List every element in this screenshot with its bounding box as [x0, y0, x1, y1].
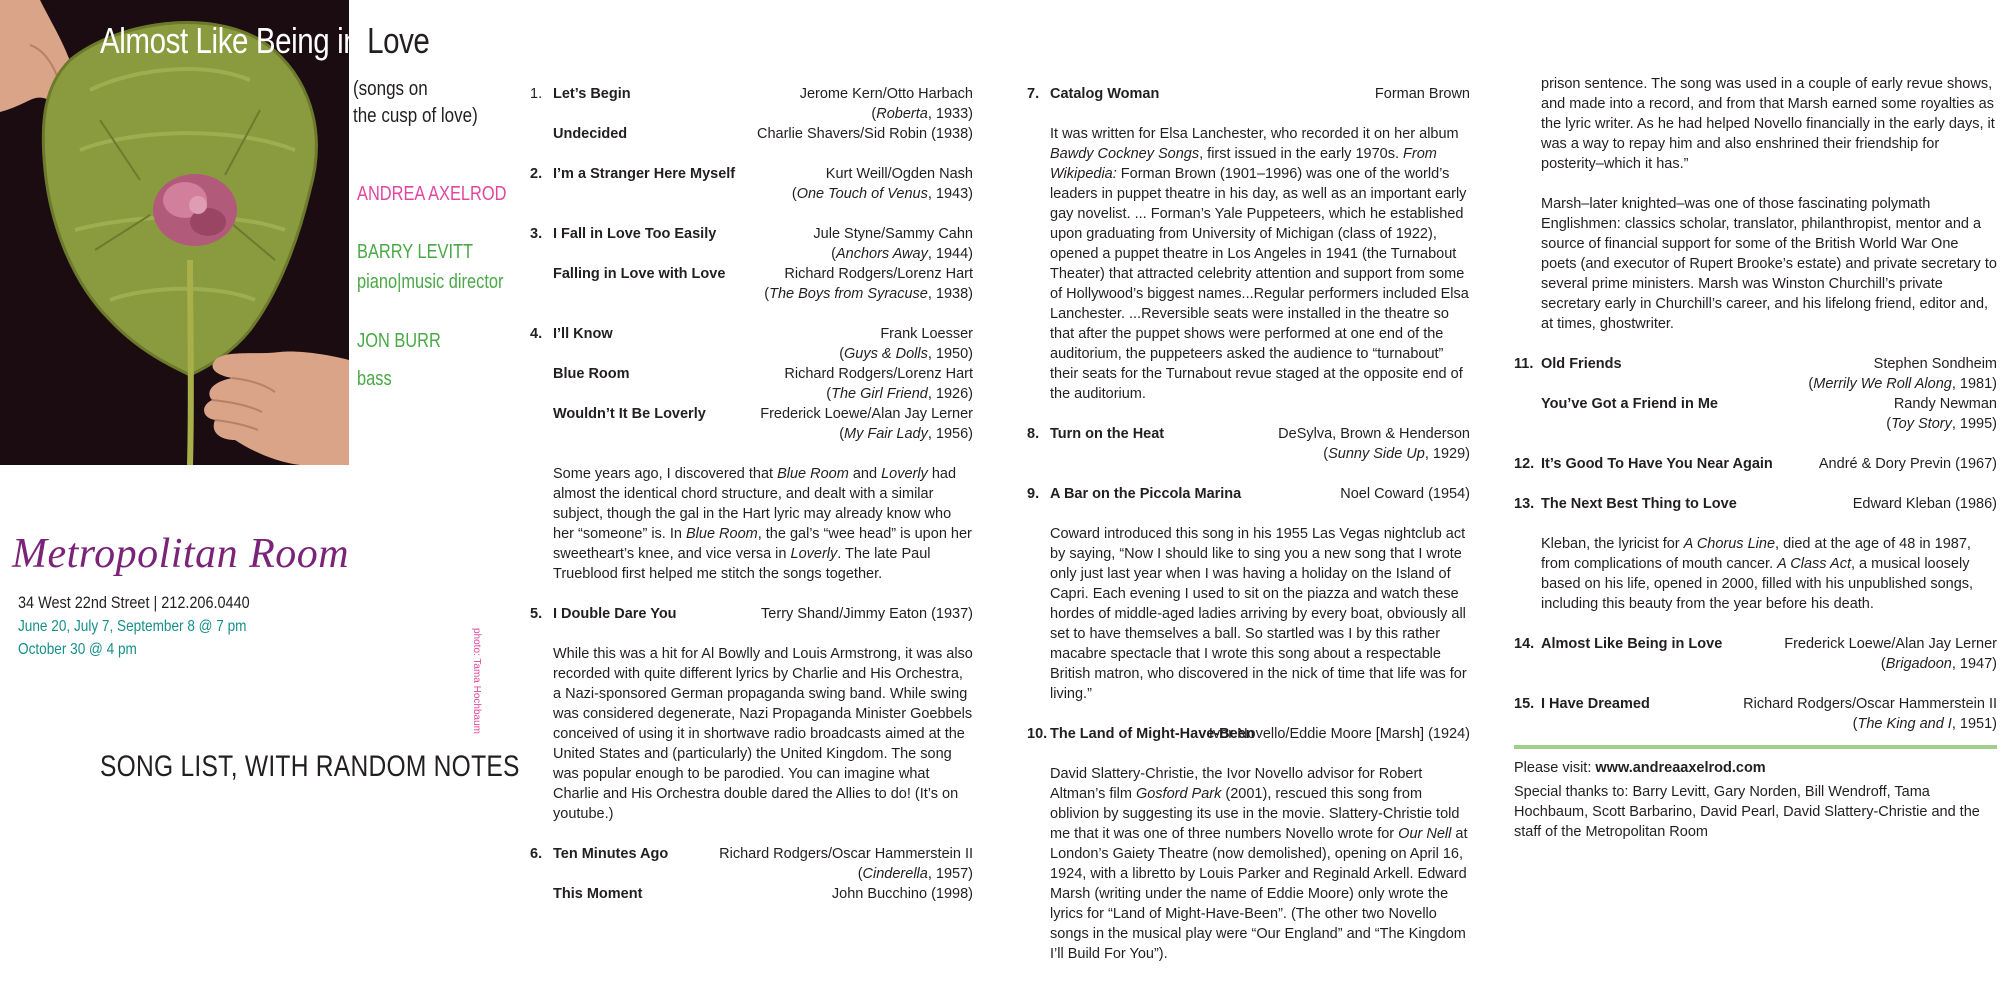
song-show: Toy Story	[1891, 416, 1952, 432]
song-number: 5.	[530, 606, 543, 622]
photo-credit: photo: Tama Hochbaum	[471, 628, 482, 734]
show-title	[100, 20, 429, 62]
song-credit: Richard Rodgers/Lorenz Hart (The Boys from Syracuse, 1938)	[764, 266, 973, 302]
song-year: , 1957)	[927, 866, 973, 882]
song-note-5: While this was a hit for Al Bowlly and Louis Armstrong, it was also recorded with quite different lyrics by Charlie and His Orchestra, a Nazi-sponsored German propaganda swing band. While swing was considered degenerate, Nazi Propaganda Minister Goebbels conceived of using it in shortwave radio broadcasts aimed at the United States and (particularly) the United Kingdom. The song was popular enough to be parodied. You can imagine what Charlie and His Orchestra double dared the Allies to do! (It’s on youtube.)	[553, 646, 973, 822]
song-entry-15	[1514, 694, 1997, 734]
song-show: The Boys from Syracuse	[769, 286, 928, 302]
venue-name: Metropolitan Room	[12, 531, 350, 577]
show-subtitle	[353, 76, 478, 130]
song-credit: Charlie Shavers/Sid Robin (1938)	[757, 126, 973, 142]
leaf-flower-hands-image	[0, 0, 349, 465]
song-credit: Richard Rodgers/Oscar Hammerstein II (The King and I, 1951)	[1743, 696, 1997, 732]
song-writers: Frederick Loewe/Alan Jay Lerner	[760, 406, 973, 422]
song-writers: Richard Rodgers/Oscar Hammerstein II	[1743, 696, 1997, 712]
song-show: Sunny Side Up	[1328, 446, 1425, 462]
song-entry-11	[1514, 354, 1997, 394]
song-column-2	[1027, 84, 1470, 964]
song-number: 9.	[1027, 486, 1040, 502]
song-show: The King and I	[1857, 716, 1952, 732]
song-note-13: Kleban, the lyricist for A Chorus Line, died at the age of 48 in 1987, from complications of mouth cancer. A Class Act, a musical loosely based on his life, opened in 2000, filled with his unpublished songs, including this beauty from the year before his death.	[1541, 536, 1974, 612]
song-title: I Double Dare You	[553, 606, 677, 622]
song-year: , 1951)	[1951, 716, 1997, 732]
performer-jon-burr-role: bass	[357, 368, 392, 390]
song-credit: Jule Styne/Sammy Cahn (Anchors Away, 1944)	[813, 226, 973, 262]
song-year: , 1943)	[927, 186, 973, 202]
song-year: , 1947)	[1951, 656, 1997, 672]
song-title: You’ve Got a Friend in Me	[1541, 396, 1718, 412]
song-column-3	[1514, 74, 1997, 734]
song-show: Guys & Dolls	[844, 346, 928, 362]
song-title: Ten Minutes Ago	[553, 846, 669, 862]
song-number: 2.	[530, 166, 543, 182]
song-number: 13.	[1514, 496, 1535, 512]
song-entry-4c	[530, 404, 973, 444]
song-writers: Stephen Sondheim	[1873, 356, 1997, 372]
footer	[1514, 758, 1997, 842]
song-show: Roberta	[876, 106, 928, 122]
performer-barry-levitt-role: piano|music director	[357, 271, 504, 293]
performer-jon-burr: JON BURR	[357, 330, 441, 352]
show-title-light: Almost Like Being in	[100, 20, 360, 61]
song-credit: Richard Rodgers/Lorenz Hart (The Girl Friend, 1926)	[784, 366, 973, 402]
song-column-1	[530, 84, 973, 904]
song-title: Turn on the Heat	[1050, 426, 1165, 442]
song-entry-1	[530, 84, 973, 124]
song-note-4: Some years ago, I discovered that Blue Room and Loverly had almost the identical chord structure, and dealt with a similar subject, though the gal in the Hart lyric may already know who her “someone” is. In Blue Room, the gal’s “wee head” is upon her sweetheart’s knee, and vice versa in Loverly. The late Paul Trueblood first helped me stitch the songs together.	[553, 466, 972, 582]
song-number: 12.	[1514, 456, 1535, 472]
show-title-dark: Love	[367, 20, 430, 61]
song-entry-3	[530, 224, 973, 264]
song-note-9: Coward introduced this song in his 1955 Las Vegas nightclub act by saying, “Now I should like to sing you a new song that I wrote only just last year when I was having a holiday on the Island of Capri. Each evening I used to sit on the piazza and watch these hordes of middle-aged ladies arriving by every boat, obviously all set to have themselves a ball. So startled was I by this rather macabre spectacle that I wrote this song about a respectable British matron, who discovered in the nick of time that life was for living.”	[1050, 526, 1467, 702]
song-show: Merrily We Roll Along	[1813, 376, 1952, 392]
song-number: 3.	[530, 226, 543, 242]
song-number: 10.	[1027, 726, 1048, 742]
song-credit: Frank Loesser (Guys & Dolls, 1950)	[839, 326, 973, 362]
song-writers: Richard Rodgers/Lorenz Hart	[784, 266, 973, 282]
song-entry-9	[1027, 484, 1470, 504]
subtitle-line-2: the cusp of love)	[353, 105, 478, 127]
song-credit: DeSylva, Brown & Henderson (Sunny Side Up, 1929)	[1278, 426, 1470, 462]
song-entry-1b	[530, 124, 973, 144]
song-writers: Frank Loesser	[880, 326, 973, 342]
song-show: Anchors Away	[835, 246, 928, 262]
song-writers: Richard Rodgers/Oscar Hammerstein II	[719, 846, 973, 862]
website-link[interactable]: www.andreaaxelrod.com	[1595, 760, 1766, 776]
song-year: , 1933)	[927, 106, 973, 122]
song-number: 6.	[530, 846, 543, 862]
song-title: I’ll Know	[553, 326, 613, 342]
song-entry-13	[1514, 494, 1997, 514]
song-year: , 1950)	[927, 346, 973, 362]
song-title: Let’s Begin	[553, 86, 631, 102]
footer-divider	[1514, 745, 1997, 749]
song-title: Undecided	[553, 126, 628, 142]
song-writers: Frederick Loewe/Alan Jay Lerner	[1784, 636, 1997, 652]
song-entry-11b	[1514, 394, 1997, 434]
song-credit: Edward Kleban (1986)	[1852, 496, 1997, 512]
song-title: The Next Best Thing to Love	[1541, 496, 1737, 512]
song-credit: Forman Brown	[1374, 86, 1470, 102]
song-credit: Stephen Sondheim (Merrily We Roll Along, 1981)	[1808, 356, 1997, 392]
song-title: Old Friends	[1541, 356, 1622, 372]
song-credit: Randy Newman (Toy Story, 1995)	[1886, 396, 1997, 432]
song-number: 11.	[1514, 356, 1534, 372]
song-entry-2	[530, 164, 973, 204]
song-note-10: David Slattery-Christie, the Ivor Novello advisor for Robert Altman’s film Gosford Park (2001), rescued this song from oblivion by suggesting its use in the movie. Slattery-Christie told me that it was one of three numbers Novello wrote for Our Nell at London’s Gaiety Theatre (now demolished), opening on April 16, 1924, with a libretto by Louis Parker and Reginald Arkell. Edward Marsh (writing under the name of Eddie Moore) only wrote the lyrics for “Land of Might-Have-Been”. (The other two Novello songs in the musical play were “Our England” and “The Kingdom I’ll Build For You”).	[1050, 766, 1468, 962]
song-title: Blue Room	[553, 366, 630, 382]
song-writers: Kurt Weill/Ogden Nash	[825, 166, 973, 182]
song-number: 4.	[530, 326, 543, 342]
cover-photo	[0, 0, 349, 465]
song-entry-14	[1514, 634, 1997, 674]
song-year: , 1995)	[1951, 416, 1997, 432]
song-year: , 1956)	[927, 426, 973, 442]
song-year: , 1929)	[1424, 446, 1470, 462]
song-credit: Kurt Weill/Ogden Nash (One Touch of Venus, 1943)	[791, 166, 973, 202]
song-writers: Richard Rodgers/Lorenz Hart	[784, 366, 973, 382]
performer-barry-levitt: BARRY LEVITT	[357, 241, 474, 263]
song-note-10-continued: prison sentence. The song was used in a couple of early revue shows, and made into a record, and from that Marsh earned some royalties as the lyric writer. As he had helped Novello financially in the early days, it was a way to repay him and also enshrined their friendship for posterity–which it has.”	[1541, 76, 1995, 172]
song-show: Cinderella	[862, 866, 928, 882]
song-title: Almost Like Being in Love	[1541, 636, 1723, 652]
songlist-heading: SONG LIST, WITH RANDOM NOTES	[100, 750, 520, 783]
song-number: 8.	[1027, 426, 1040, 442]
song-entry-3b	[530, 264, 973, 304]
song-writers: DeSylva, Brown & Henderson	[1278, 426, 1470, 442]
song-credit: Frederick Loewe/Alan Jay Lerner (Brigadoon, 1947)	[1784, 636, 1997, 672]
subtitle-line-1: (songs on	[353, 78, 428, 100]
song-title: The Land of Might-Have-Been	[1050, 726, 1255, 742]
song-show: The Girl Friend	[831, 386, 928, 402]
song-number: 1.	[530, 86, 543, 102]
song-number: 14.	[1514, 636, 1535, 652]
performer-andrea-axelrod: ANDREA AXELROD	[357, 183, 507, 205]
song-title: Falling in Love with Love	[553, 266, 726, 282]
song-year: , 1944)	[927, 246, 973, 262]
venue-address: 34 West 22nd Street | 212.206.0440	[18, 593, 250, 612]
song-entry-6	[530, 844, 973, 884]
special-thanks: Special thanks to: Barry Levitt, Gary Norden, Bill Wendroff, Tama Hochbaum, Scott Barbarino, David Pearl, David Slattery-Christie and the staff of the Metropolitan Room	[1514, 784, 1980, 840]
song-entry-8	[1027, 424, 1470, 464]
song-credit: John Bucchino (1998)	[831, 886, 973, 902]
song-credit: Ivor Novello/Eddie Moore [Marsh] (1924)	[1208, 726, 1470, 742]
song-note-7: It was written for Elsa Lanchester, who recorded it on her album Bawdy Cockney Songs, first issued in the early 1970s. From Wikipedia: Forman Brown (1901–1996) was one of the world’s leaders in puppet theatre in his day, as well as an important early gay novelist. ... Forman’s Yale Puppeteers, which he established upon graduating from University of Michigan (class of 1922), opened a puppet theatre in Los Angeles in 1941 (the Turnabout Theater) that attracted celebrity attention and support from some of Hollywood’s biggest names...Regular performers included Elsa Lanchester. ...Reversible seats were installed in the theatre so that after the puppet shows were performed at one end of the auditorium, the puppeteers asked the audience to “turnabout” their seats for the Turnabout revue staged at the opposite end of the auditorium.	[1050, 126, 1469, 402]
song-title: A Bar on the Piccola Marina	[1050, 486, 1242, 502]
song-year: , 1926)	[927, 386, 973, 402]
song-title: Catalog Woman	[1050, 86, 1160, 102]
song-credit: Jerome Kern/Otto Harbach (Roberta, 1933)	[799, 86, 973, 122]
song-writers: Jerome Kern/Otto Harbach	[799, 86, 973, 102]
visit-line	[1514, 758, 1997, 778]
song-show: One Touch of Venus	[796, 186, 928, 202]
song-credit: Richard Rodgers/Oscar Hammerstein II (Cinderella, 1957)	[719, 846, 973, 882]
song-entry-12	[1514, 454, 1997, 474]
visit-label: Please visit:	[1514, 760, 1596, 776]
song-note-10-marsh: Marsh–later knighted–was one of those fascinating polymath Englishmen: classics scholar, translator, philanthropist, mentor and a source of financial support for some of the British World War One poets (and executor of Rupert Brooke’s estate) and private secretary to several prime ministers. Marsh was Winston Churchill’s private secretary early in Churchill’s career, and his lifelong friend, editor and, at times, ghostwriter.	[1541, 196, 1997, 332]
song-title: I Fall in Love Too Easily	[553, 226, 717, 242]
song-year: , 1938)	[927, 286, 973, 302]
song-entry-7	[1027, 84, 1470, 104]
song-entry-10	[1027, 724, 1470, 744]
song-year: , 1981)	[1951, 376, 1997, 392]
song-title: I’m a Stranger Here Myself	[553, 166, 736, 182]
song-writers: Jule Styne/Sammy Cahn	[813, 226, 973, 242]
song-number: 15.	[1514, 696, 1535, 712]
venue-dates-line-2: October 30 @ 4 pm	[18, 641, 137, 658]
song-title: I Have Dreamed	[1541, 696, 1650, 712]
song-number: 7.	[1027, 86, 1040, 102]
song-writers: Randy Newman	[1893, 396, 1997, 412]
venue-dates-line-1: June 20, July 7, September 8 @ 7 pm	[18, 618, 247, 635]
song-entry-4b	[530, 364, 973, 404]
song-credit: Terry Shand/Jimmy Eaton (1937)	[761, 606, 973, 622]
song-entry-5	[530, 604, 973, 624]
song-credit: Frederick Loewe/Alan Jay Lerner (My Fair Lady, 1956)	[760, 406, 973, 442]
song-entry-6b	[530, 884, 973, 904]
song-title: It’s Good To Have You Near Again	[1541, 456, 1773, 472]
song-title: This Moment	[553, 886, 643, 902]
song-entry-4	[530, 324, 973, 364]
song-show: Brigadoon	[1885, 656, 1952, 672]
song-show: My Fair Lady	[844, 426, 928, 442]
song-credit: André & Dory Previn (1967)	[1818, 456, 1997, 472]
song-title: Wouldn’t It Be Loverly	[553, 406, 706, 422]
song-credit: Noel Coward (1954)	[1340, 486, 1470, 502]
